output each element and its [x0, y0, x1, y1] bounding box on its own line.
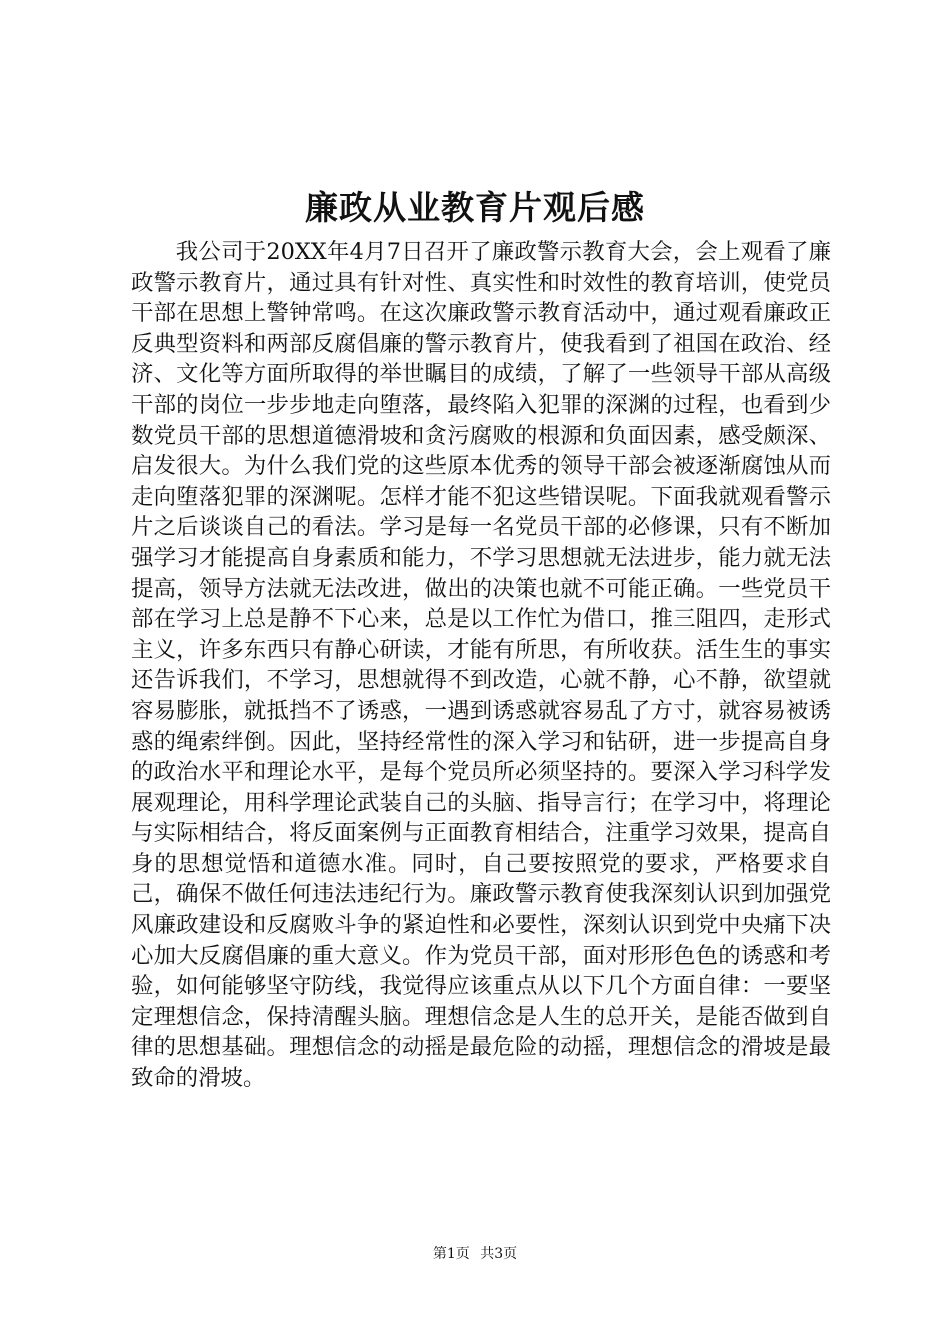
document-title: 廉政从业教育片观后感 — [305, 188, 645, 227]
page-number: 第1页 — [432, 1246, 470, 1262]
page-footer — [0, 1244, 950, 1264]
body-paragraph: 我公司于20XX年4月7日召开了廉政警示教育大会，会上观看了廉政警示教育片，通过具有针对性、真实性和时效性的教育培训，使党员干部在思想上警钟常鸣。在这次廉政警示教育活动中，通过观看廉政正反典型资料和两部反腐倡廉的警示教育片，使我看到了祖国在政治、经济、文化等方面所取得的举世瞩目的成绩，了解了一些领导干部从高级干部的岗位一步步地走向堕落，最终陷入犯罪的深渊的过程，也看到少数党员干部的思想道德滑坡和贪污腐败的根源和负面因素，感受颇深、启发很大。为什么我们党的这些原本优秀的领导干部会被逐渐腐蚀从而走向堕落犯罪的深渊呢。怎样才能不犯这些错误呢。下面我就观看警示片之后谈谈自己的看法。学习是每一名党员干部的必修课，只有不断加强学习才能提高自身素质和能力，不学习思想就无法进步，能力就无法提高，领导方法就无法改进，做出的决策也就不可能正确。一些党员干部在学习上总是静不下心来，总是以工作忙为借口，推三阻四，走形式主义，许多东西只有静心研读，才能有所思，有所收获。活生生的事实还告诉我们，不学习，思想就得不到改造，心就不静，心不静，欲望就容易膨胀，就抵挡不了诱惑，一遇到诱惑就容易乱了方寸，就容易被诱惑的绳索绊倒。因此，坚持经常性的深入学习和钻研，进一步提高自身的政治水平和理论水平，是每个党员所必须坚持的。要深入学习科学发展观理论，用科学理论武装自己的头脑、指导言行；在学习中，将理论与实际相结合，将反面案例与正面教育相结合，注重学习效果，提高自身的思想觉悟和道德水准。同时，自己要按照党的要求，严格要求自己，确保不做任何违法违纪行为。廉政警示教育使我深刻认识到加强党风廉政建设和反腐败斗争的紧迫性和必要性，深刻认识到党中央痛下决心加大反腐倡廉的重大意义。作为党员干部，面对形形色色的诱惑和考验，如何能够坚守防线，我觉得应该重点从以下几个方面自律：一要坚定理想信念，保持清醒头脑。理想信念是人生的总开关，是能否做到自律的思想基础。理想信念的动摇是最危险的动摇，理想信念的滑坡是最致命的滑坡。 — [131, 239, 831, 1092]
page-total: 共3页 — [480, 1246, 518, 1262]
